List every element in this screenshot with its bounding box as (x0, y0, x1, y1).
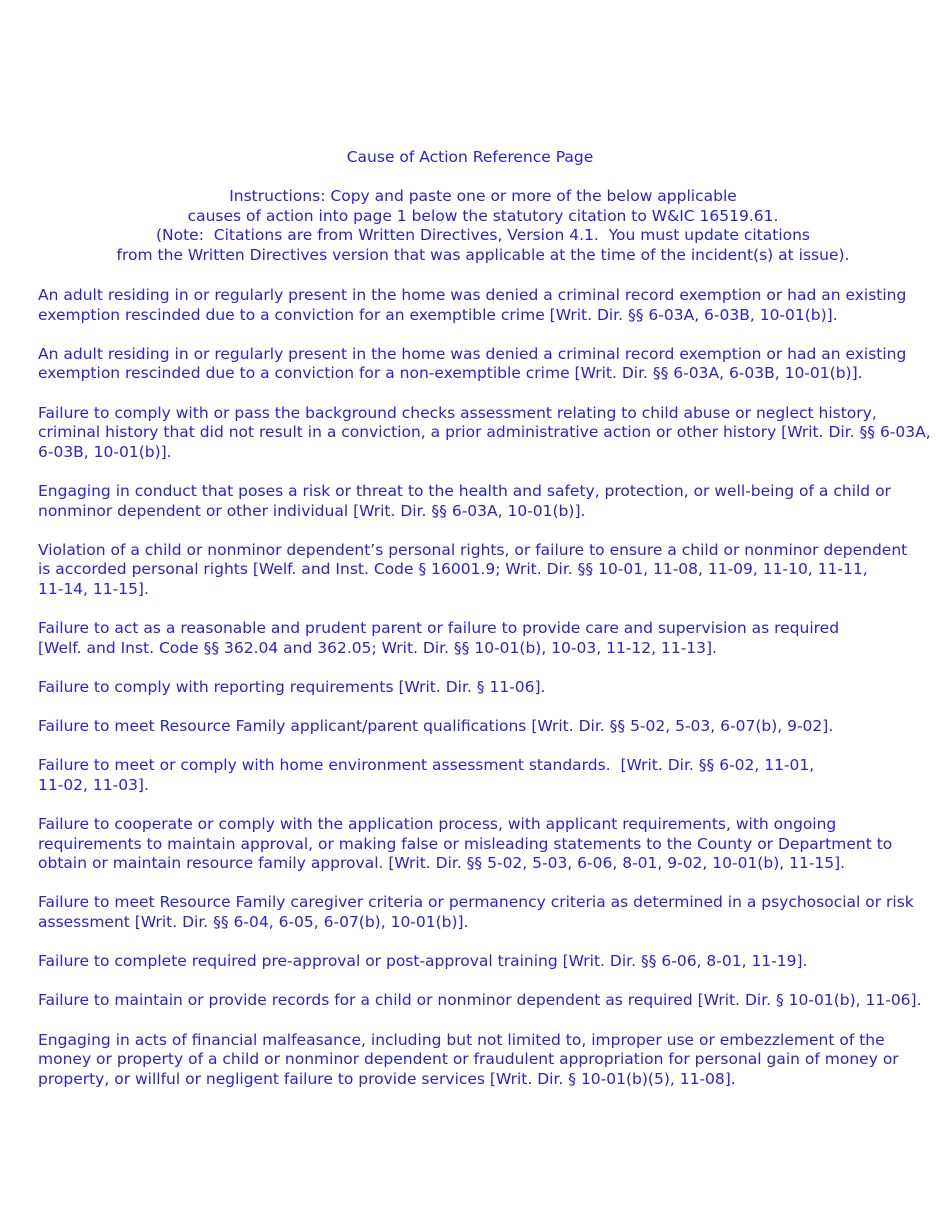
cause-line: Violation of a child or nonminor dependent’s personal rights, or failure to ensure a child or nonminor dependent (38, 540, 908, 559)
instructions-line: causes of action into page 1 below the statutory citation to W&IC 16519.61. (187, 206, 779, 225)
cause-line: Failure to act as a reasonable and prudent parent or failure to provide care and supervision as required (38, 619, 840, 638)
cause-line: nonminor dependent or other individual [Writ. Dir. §§ 6-03A, 10-01(b)]. (38, 501, 586, 520)
cause-of-action (38, 1031, 918, 1090)
cause-line: Failure to comply with reporting requirements [Writ. Dir. § 11-06]. (38, 677, 546, 696)
cause-of-action (38, 619, 918, 658)
cause-of-action (38, 286, 918, 325)
cause-line: [Welf. and Inst. Code §§ 362.04 and 362.05; Writ. Dir. §§ 10-01(b), 10-03, 11-12, 11-13]. (38, 638, 717, 657)
cause-line: Failure to comply with or pass the background checks assessment relating to child abuse or neglect history, (38, 403, 877, 422)
cause-line: Engaging in conduct that poses a risk or threat to the health and safety, protection, or well-being of a child or (38, 481, 891, 500)
cause-line: exemption rescinded due to a conviction for an exemptible crime [Writ. Dir. §§ 6-03A, 6-03B, 10-01(b)]. (38, 305, 838, 324)
cause-of-action (38, 403, 931, 463)
cause-of-action (38, 756, 918, 795)
cause-line: obtain or maintain resource family approval. [Writ. Dir. §§ 5-02, 5-03, 6-06, 8-01, 9-02, 10-01(b), 11-15]. (38, 854, 846, 873)
cause-of-action (38, 815, 918, 874)
cause-of-action (38, 482, 918, 521)
cause-of-action (38, 952, 918, 972)
page-title: Cause of Action Reference Page (346, 148, 594, 166)
cause-of-action (38, 541, 918, 600)
causes-of-action-list (38, 286, 931, 1109)
instructions-line: from the Written Directives version that was applicable at the time of the incident(s) at issue). (116, 245, 850, 264)
cause-line: 11-14, 11-15]. (38, 579, 149, 598)
cause-of-action (38, 717, 918, 737)
cause-of-action (38, 345, 918, 384)
cause-line: 6-03B, 10-01(b)]. (38, 442, 172, 461)
cause-line: 11-02, 11-03]. (38, 775, 149, 794)
cause-line: is accorded personal rights [Welf. and Inst. Code § 16001.9; Writ. Dir. §§ 10-01, 11-08, 11-09, 11-10, 11-11, (38, 560, 868, 579)
cause-line: property, or willful or negligent failure to provide services [Writ. Dir. § 10-01(b)(5), 11-08]. (38, 1069, 736, 1088)
cause-line: assessment [Writ. Dir. §§ 6-04, 6-05, 6-07(b), 10-01(b)]. (38, 913, 469, 931)
instructions-block (0, 187, 950, 265)
cause-line: criminal history that did not result in a conviction, a prior administrative action or other history [Writ. Dir. §§ 6-03A, (38, 423, 931, 442)
cause-of-action (38, 991, 922, 1011)
cause-line: Failure to maintain or provide records for a child or nonminor dependent as required [Writ. Dir. § 10-01(b), 11-06]. (38, 991, 922, 1010)
cause-line: requirements to maintain approval, or making false or misleading statements to the County or Department to (38, 834, 893, 853)
cause-line: Failure to complete required pre-approval or post-approval training [Writ. Dir. §§ 6-06, 8-01, 11-19]. (38, 952, 808, 971)
cause-line: An adult residing in or regularly present in the home was denied a criminal record exemption or had an existing (38, 344, 907, 363)
cause-line: Failure to meet Resource Family caregiver criteria or permanency criteria as determined in a psychosocial or risk (38, 893, 914, 912)
cause-line: An adult residing in or regularly present in the home was denied a criminal record exemption or had an existing (38, 286, 907, 304)
cause-of-action (38, 893, 918, 932)
instructions-line: Instructions: Copy and paste one or more of the below applicable (229, 187, 737, 205)
cause-line: money or property of a child or nonminor dependent or fraudulent appropriation for personal gain of money or (38, 1050, 899, 1069)
instructions-line: (Note: Citations are from Written Directives, Version 4.1. You must update citations (155, 226, 811, 245)
cause-line: Failure to cooperate or comply with the application process, with applicant requirements, with ongoing (38, 815, 837, 834)
cause-of-action (38, 678, 918, 698)
cause-line: Failure to meet or comply with home environment assessment standards. [Writ. Dir. §§ 6-02, 11-01, (38, 756, 815, 775)
cause-line: Engaging in acts of financial malfeasance, including but not limited to, improper use or embezzlement of the (38, 1030, 885, 1049)
cause-line: exemption rescinded due to a conviction for a non-exemptible crime [Writ. Dir. §§ 6-03A, 6-03B, 10-01(b)]. (38, 364, 863, 383)
cause-line: Failure to meet Resource Family applicant/parent qualifications [Writ. Dir. §§ 5-02, 5-03, 6-07(b), 9-02]. (38, 717, 834, 736)
